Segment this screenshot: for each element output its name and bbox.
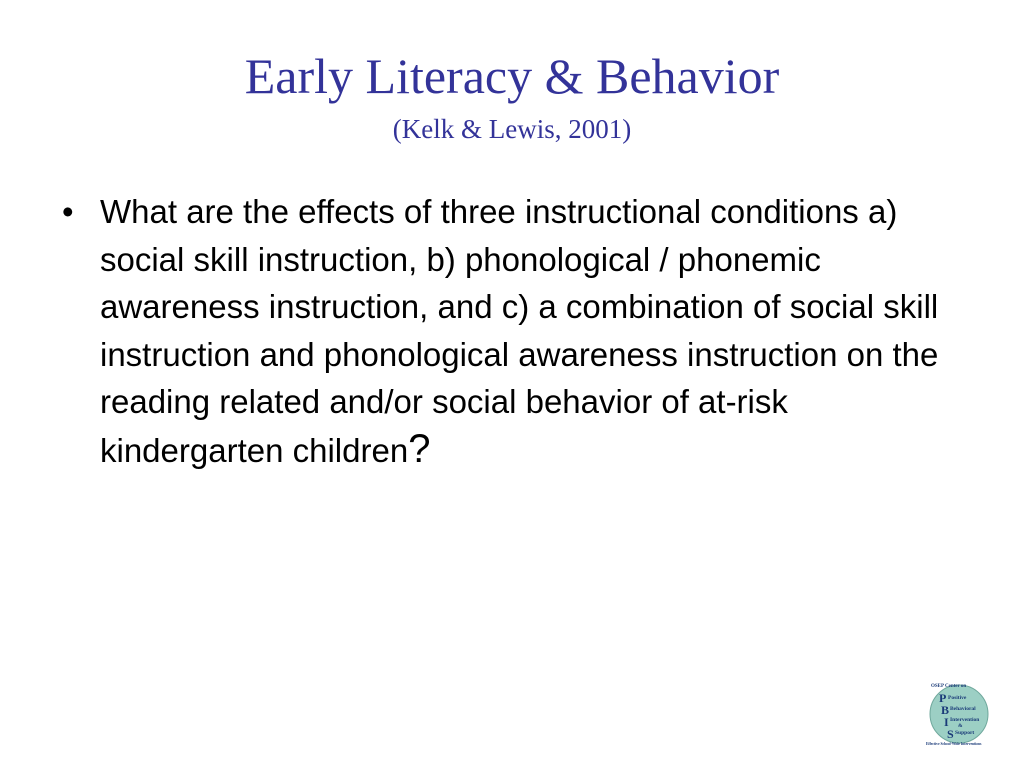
logo-line-positive: Positive: [948, 695, 967, 701]
bullet-item: [62, 188, 962, 474]
logo-line-intervention: Intervention: [950, 717, 980, 723]
bullet-text: What are the effects of three instructional conditions a) social skill instruction, b) phonological / phonemic awareness instruction, and c) a combination of social skill instruction and phonological awareness instruction on the reading related and/or social behavior of at-risk kindergarten children: [100, 193, 939, 469]
logo-initial-b: B: [941, 703, 950, 717]
logo-footer: Effective School-Wide Interventions: [926, 742, 982, 746]
logo-line-support: Support: [955, 730, 975, 736]
bullet-marker: •: [62, 193, 74, 230]
slide-subtitle: (Kelk & Lewis, 2001): [392, 114, 632, 144]
slide-title: Early Literacy & Behavior: [244, 48, 780, 104]
logo-line-behavioral: Behavioral: [950, 706, 976, 712]
logo-initial-s: S: [947, 727, 954, 741]
logo-initial-p: P: [939, 691, 947, 705]
logo-header: OSEP Center on: [931, 684, 967, 689]
logo-line-ampersand: &: [958, 723, 963, 729]
pbis-logo: [925, 680, 1011, 746]
logo-initial-i: I: [944, 715, 949, 729]
question-mark: ?: [408, 426, 431, 471]
bullet-list: [62, 188, 962, 474]
